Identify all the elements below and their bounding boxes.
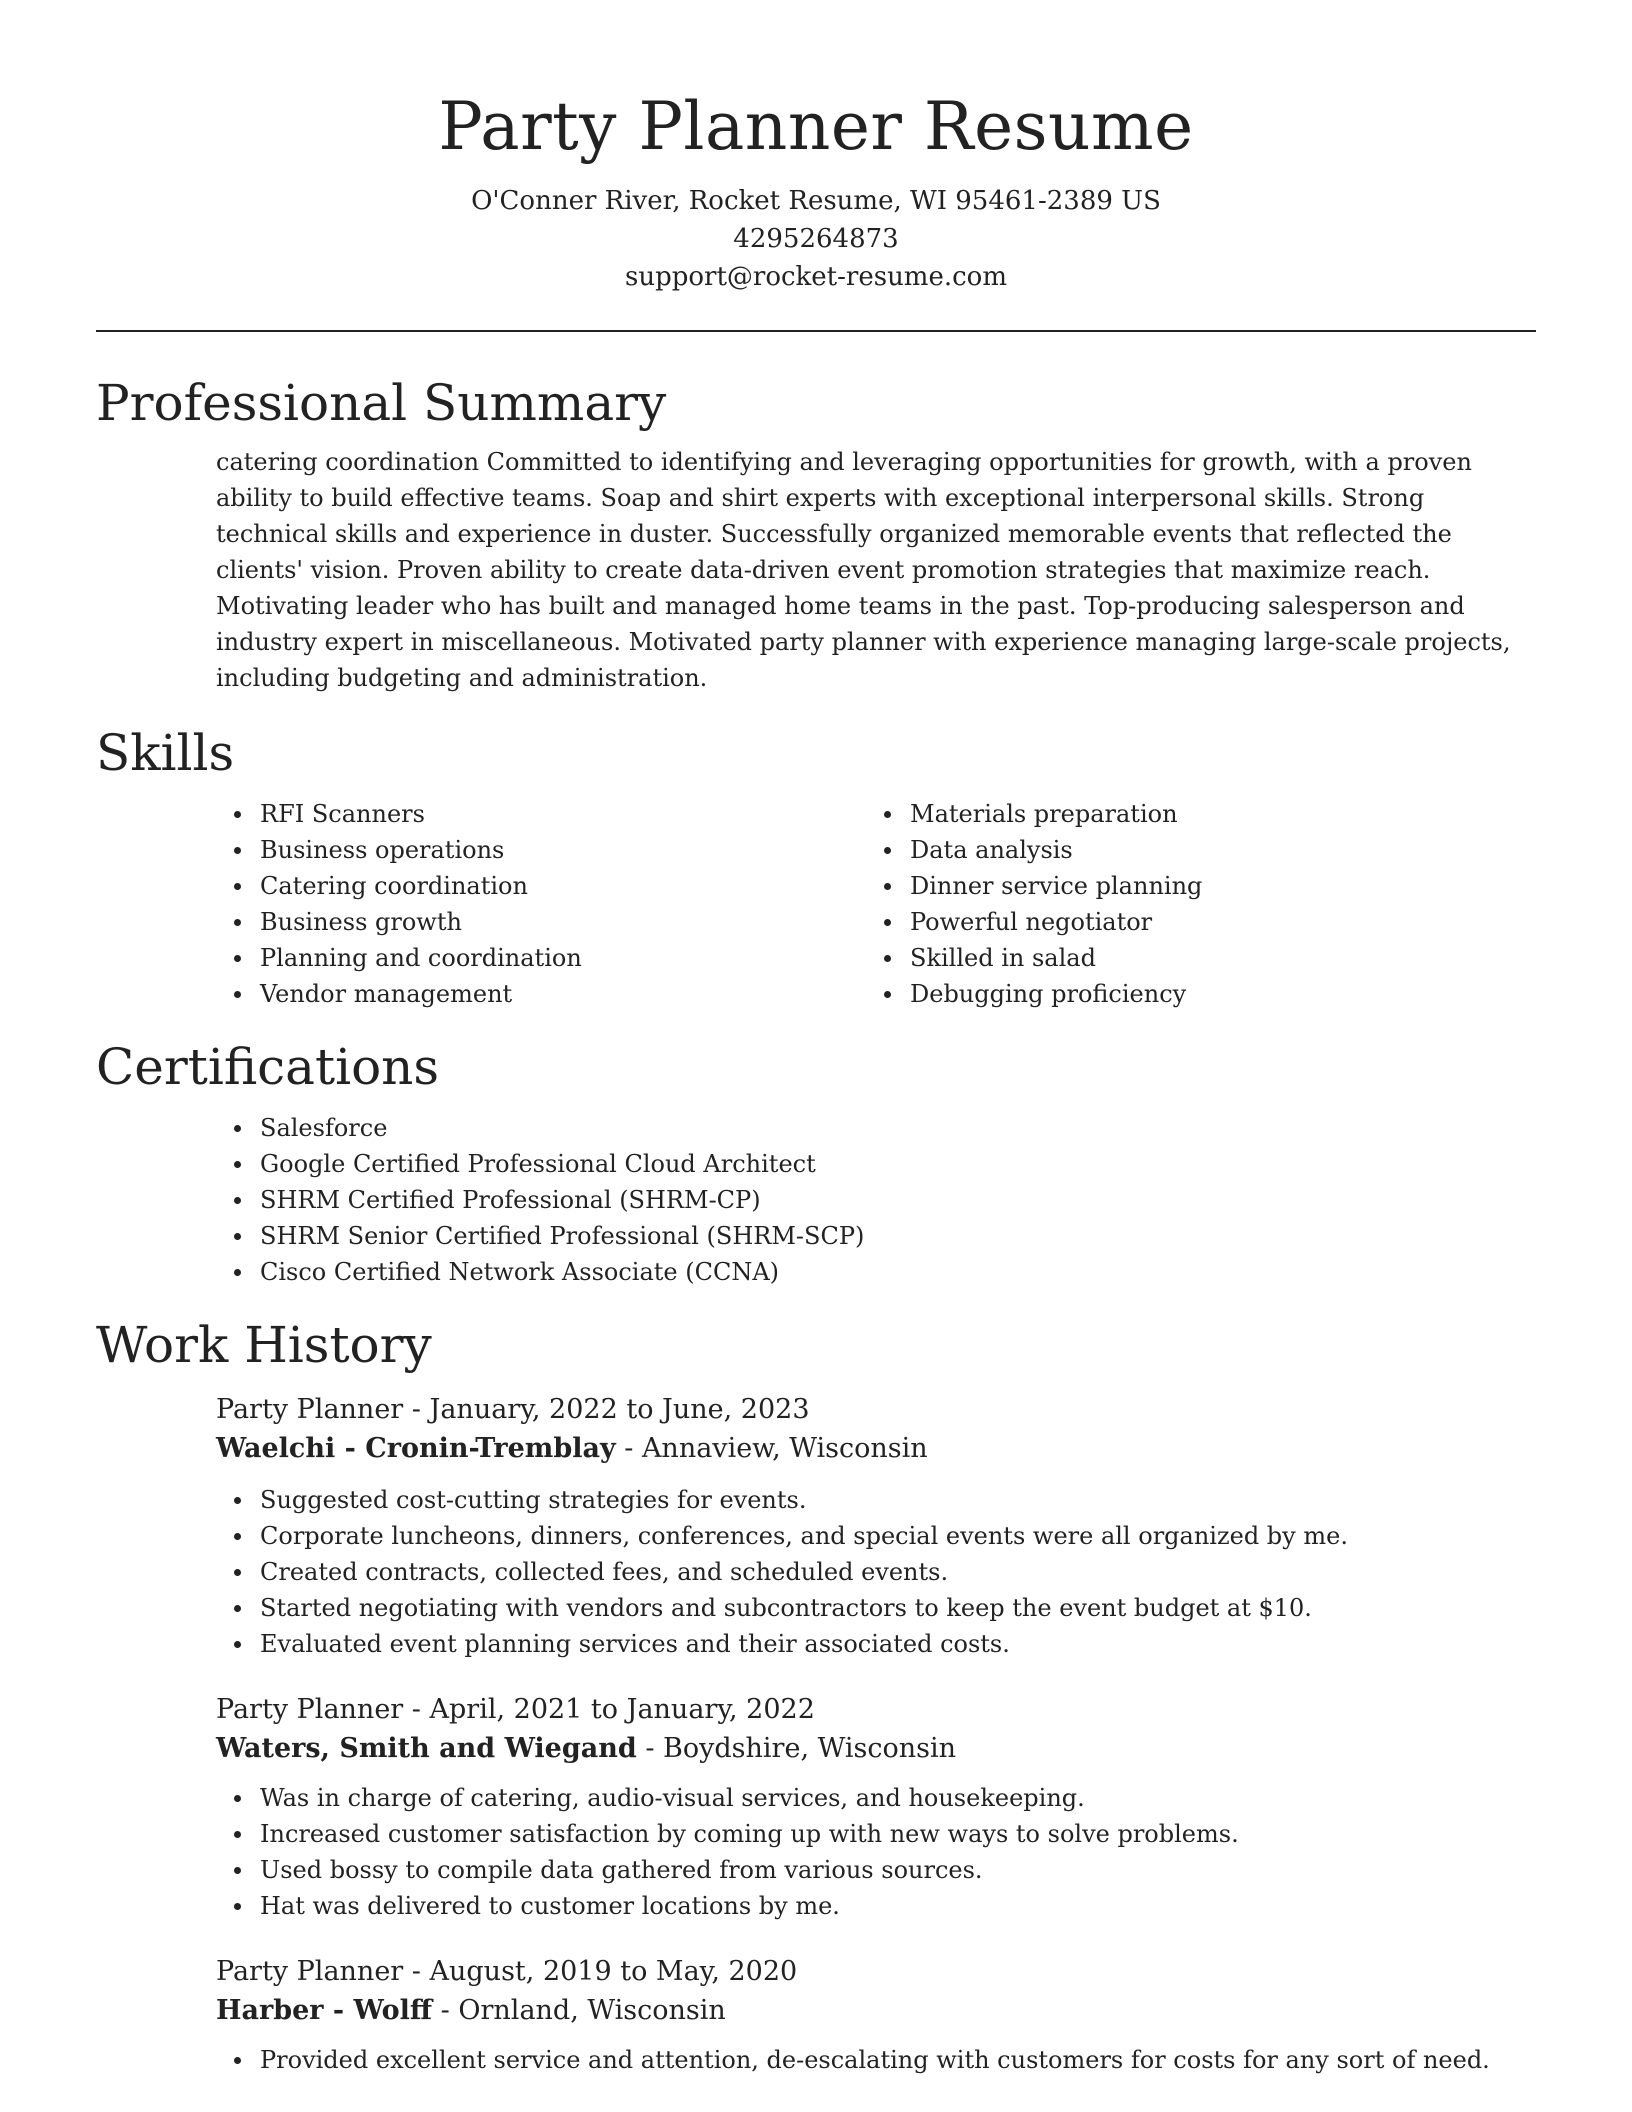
- summary-text: catering coordination Committed to identifying and leveraging opportunities for growth, with a proven ability to build effective teams. Soap and shirt experts with exceptional interpersonal skills. Strong technical skills and experience in duster. Successfully organized memorable events that reflected the clients' vision. Proven ability to create data-driven event promotion strategies that maximize reach. Motivating leader who has built and managed home teams in the past. Top-producing salesperson and industry expert in miscellaneous. Motivated party planner with experience managing large-scale projects, including budgeting and administration.: [216, 448, 1511, 692]
- job-bullet: Corporate luncheons, dinners, conferences, and special events were all organized by me.: [216, 1518, 1536, 1554]
- skill-item: Debugging proficiency: [866, 976, 1516, 1012]
- job-entry: [216, 1390, 1536, 1662]
- skill-item: Vendor management: [216, 976, 866, 1012]
- certifications-heading: Certifications: [96, 1038, 440, 1096]
- job-role: Party Planner: [216, 1956, 404, 1987]
- job-title-line: [216, 1390, 1536, 1429]
- job-company-line: [216, 1991, 1536, 2030]
- contact-address: O'Conner River, Rocket Resume, WI 95461-2389 US: [471, 186, 1161, 216]
- job-dates: January, 2022 to June, 2023: [429, 1394, 810, 1425]
- certification-item: Google Certified Professional Cloud Architect: [216, 1146, 1536, 1182]
- job-bullet: Evaluated event planning services and their associated costs.: [216, 1626, 1536, 1662]
- job-bullets: [96, 1482, 1536, 1662]
- job-separator: -: [403, 1394, 430, 1425]
- skill-item: Powerful negotiator: [866, 904, 1516, 940]
- job-location: Annaview, Wisconsin: [641, 1433, 928, 1464]
- job-separator: -: [636, 1733, 664, 1764]
- skill-item: Materials preparation: [866, 796, 1516, 832]
- certification-item: Cisco Certified Network Associate (CCNA): [216, 1254, 1536, 1290]
- skill-item: Planning and coordination: [216, 940, 866, 976]
- job-bullet: Started negotiating with vendors and subcontractors to keep the event budget at $10.: [216, 1590, 1536, 1626]
- skills-section: [96, 722, 1536, 1012]
- skill-item: Business growth: [216, 904, 866, 940]
- skills-list-right: [866, 796, 1516, 1012]
- summary-heading: Professional Summary: [96, 374, 667, 432]
- job-company: Waelchi - Cronin-Tremblay: [216, 1433, 616, 1464]
- job-location: Boydshire, Wisconsin: [663, 1733, 957, 1764]
- job-bullet: Created contracts, collected fees, and scheduled events.: [216, 1554, 1536, 1590]
- job-role: Party Planner: [216, 1694, 404, 1725]
- job-separator: -: [432, 1995, 459, 2026]
- job-location: Ornland, Wisconsin: [458, 1995, 726, 2026]
- skill-item: Business operations: [216, 832, 866, 868]
- job-bullet: Was in charge of catering, audio-visual services, and housekeeping.: [216, 1780, 1536, 1816]
- contact-email: support@rocket-resume.com: [624, 262, 1007, 292]
- skill-item: Dinner service planning: [866, 868, 1516, 904]
- certifications-section: [96, 1036, 1536, 1290]
- job-bullets: [216, 1780, 1536, 1924]
- contact-phone: 4295264873: [733, 224, 899, 254]
- job-bullets: [216, 2042, 1536, 2078]
- job-separator: -: [615, 1433, 642, 1464]
- job-bullet: Hat was delivered to customer locations by me.: [216, 1888, 1536, 1924]
- skills-grid: [216, 796, 1536, 1012]
- certification-item: SHRM Certified Professional (SHRM-CP): [216, 1182, 1536, 1218]
- resume-page: [96, 0, 1536, 2078]
- certifications-list: [216, 1110, 1536, 1290]
- job-bullet: Provided excellent service and attention, de-escalating with customers for costs for any sort of need.: [216, 2042, 1536, 2078]
- skills-list-left: [216, 796, 866, 1012]
- resume-header: [96, 0, 1536, 296]
- certification-item: SHRM Senior Certified Professional (SHRM-SCP): [216, 1218, 1536, 1254]
- skill-item: Skilled in salad: [866, 940, 1516, 976]
- resume-title: Party Planner Resume: [438, 88, 1194, 165]
- job-bullet: Suggested cost-cutting strategies for events.: [216, 1482, 1536, 1518]
- job-company-line: [216, 1729, 1536, 1768]
- skill-item: Data analysis: [866, 832, 1516, 868]
- job-company: Waters, Smith and Wiegand: [216, 1733, 637, 1764]
- job-separator: -: [403, 1694, 430, 1725]
- work-history-heading: Work History: [96, 1316, 432, 1374]
- skill-item: Catering coordination: [216, 868, 866, 904]
- job-entry: [216, 1690, 1536, 1924]
- job-company-line: [216, 1429, 1536, 1468]
- job-title-line: [216, 1952, 1536, 1991]
- job-title-line: [216, 1690, 1536, 1729]
- job-entry: [216, 1952, 1536, 2078]
- summary-section: [96, 372, 1536, 696]
- job-company: Harber - Wolff: [216, 1995, 433, 2026]
- job-dates: April, 2021 to January, 2022: [429, 1694, 815, 1725]
- job-dates: August, 2019 to May, 2020: [429, 1956, 798, 1987]
- job-separator: -: [403, 1956, 430, 1987]
- work-history-section: [96, 1314, 1536, 2078]
- skill-item: RFI Scanners: [216, 796, 866, 832]
- job-bullet: Increased customer satisfaction by coming up with new ways to solve problems.: [216, 1816, 1536, 1852]
- certification-item: Salesforce: [216, 1110, 1536, 1146]
- job-bullet: Used bossy to compile data gathered from various sources.: [216, 1852, 1536, 1888]
- skills-heading: Skills: [96, 724, 235, 782]
- header-divider: [96, 330, 1536, 332]
- job-role: Party Planner: [216, 1394, 404, 1425]
